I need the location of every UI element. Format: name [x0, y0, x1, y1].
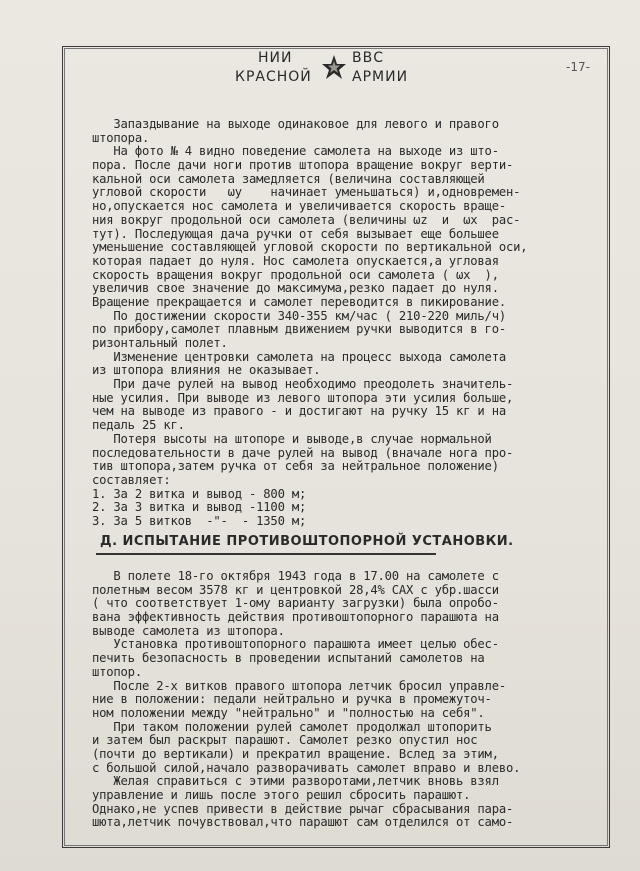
text-line: 1. За 2 витка и вывод - 800 м;	[92, 486, 307, 501]
text-line: шюта,летчик почувствовал,что парашют сам отделился от само-	[92, 815, 514, 830]
text-line: чем на выводе из правого - и достигают на ручку 15 кг и на	[92, 404, 506, 419]
text-line: тив штопора,затем ручка от себя за нейтральное положение)	[92, 459, 499, 474]
text-line: ( что соответствует 1-ому варианту загрузки) была опробо-	[92, 596, 499, 611]
text-line: тут). Последующая дача ручки от себя вызывает еще большее	[92, 226, 499, 241]
text-line: управление и лишь после этого решил сбросить парашют.	[92, 788, 471, 802]
section-heading-underline	[96, 553, 436, 555]
text-line: составляет:	[92, 472, 171, 487]
text-line: пора. После дачи ноги против штопора вращение вокруг верти-	[92, 158, 514, 173]
text-line: выводе самолета из штопора.	[92, 623, 285, 638]
text-line: Вращение прекращается и самолет переводится в пикирование.	[92, 294, 506, 309]
text-line: печить безопасность в проведении испытаний самолетов на	[92, 651, 485, 666]
text-line: При даче рулей на вывод необходимо преодолеть значитель-	[92, 377, 514, 392]
text-line: На фото № 4 видно поведение самолета на выходе из што-	[92, 144, 499, 159]
body-text-top	[92, 118, 612, 529]
letterhead-armii: АРМИИ	[352, 69, 409, 85]
text-line: угловой скорости ωy начинает уменьшаться) и,одновремен-	[92, 185, 521, 200]
letterhead-vvs: ВВС	[352, 50, 384, 66]
letterhead-nii: НИИ	[258, 50, 293, 66]
text-line: 2. За 3 витка и вывод -1100 м;	[92, 500, 307, 515]
letterhead-krasnoy: КРАСНОЙ	[235, 69, 312, 85]
text-line: штопора.	[92, 130, 150, 145]
text-line: штопор.	[92, 664, 142, 679]
text-line: ния вокруг продольной оси самолета (величины ωz и ωx рас-	[92, 212, 521, 227]
page-number: -17-	[566, 60, 590, 74]
text-line: Желая справиться с этими разворотами,летчик вновь взял	[92, 774, 499, 789]
text-line: ном положении между "нейтрально" и "полностью на себя".	[92, 705, 485, 720]
text-line: с большой силой,начало разворачивать самолет вправо и влево.	[92, 760, 521, 775]
text-line: вана эффективность действия противоштопорного парашюта на	[92, 610, 499, 625]
body-text-bottom	[92, 570, 612, 830]
text-line: но,опускается нос самолета и увеличивается скорость враще-	[92, 199, 506, 214]
text-line: которая падает до нуля. Нос самолета опускается,а угловая	[92, 253, 499, 268]
text-line: Потеря высоты на штопоре и выводе,в случае нормальной	[92, 431, 492, 446]
text-line: ные усилия. При выводе из левого штопора эти усилия больше,	[92, 390, 514, 405]
text-line: 3. За 5 витков -"- - 1350 м;	[92, 513, 307, 528]
text-line: (почти до вертикали) и прекратил вращение. Вслед за этим,	[92, 746, 499, 761]
text-line: кальной оси самолета замедляется (величина составляющей	[92, 171, 485, 186]
text-line: ние в положении: педали нейтрально и ручка в промежуточ-	[92, 692, 492, 707]
star-icon	[321, 54, 347, 80]
text-line: В полете 18-го октября 1943 года в 17.00 на самолете с	[92, 569, 499, 583]
text-line: По достижении скорости 340-355 км/час ( 210-220 миль/ч)	[92, 308, 506, 323]
text-line: педаль 25 кг.	[92, 418, 185, 433]
text-line: скорость вращения вокруг продольной оси самолета ( ωx ),	[92, 267, 499, 282]
text-line: полетным весом 3578 кг и центровкой 28,4% САХ с убр.шасси	[92, 582, 499, 597]
text-line: увеличив свое значение до максимума,резко падает до нуля.	[92, 281, 499, 296]
text-line: последовательности в даче рулей на вывод (вначале нога про-	[92, 445, 514, 460]
text-line: ризонтальный полет.	[92, 336, 228, 350]
text-line: При таком положении рулей самолет продолжал штопорить	[92, 719, 492, 734]
text-line: Однако,не успев привести в действие рычаг сбрасывания пара-	[92, 801, 514, 816]
text-line: по прибору,самолет плавным движением ручки выводится в го-	[92, 322, 506, 337]
text-line: Изменение центровки самолета на процесс выхода самолета	[92, 349, 506, 364]
text-line: После 2-х витков правого штопора летчик бросил управле-	[92, 678, 506, 693]
section-heading: Д. ИСПЫТАНИЕ ПРОТИВОШТОПОРНОЙ УСТАНОВКИ.	[100, 534, 514, 549]
text-line: из штопора влияния не оказывает.	[92, 363, 321, 378]
text-line: и затем был раскрыт парашют. Самолет резко опустил нос	[92, 733, 478, 748]
letterhead	[230, 48, 409, 88]
text-line: Установка противоштопорного парашюта имеет целью обес-	[92, 637, 499, 652]
text-line: уменьшение составляющей угловой скорости по вертикальной оси,	[92, 240, 528, 255]
text-line: Запаздывание на выходе одинаковое для левого и правого	[92, 117, 499, 131]
